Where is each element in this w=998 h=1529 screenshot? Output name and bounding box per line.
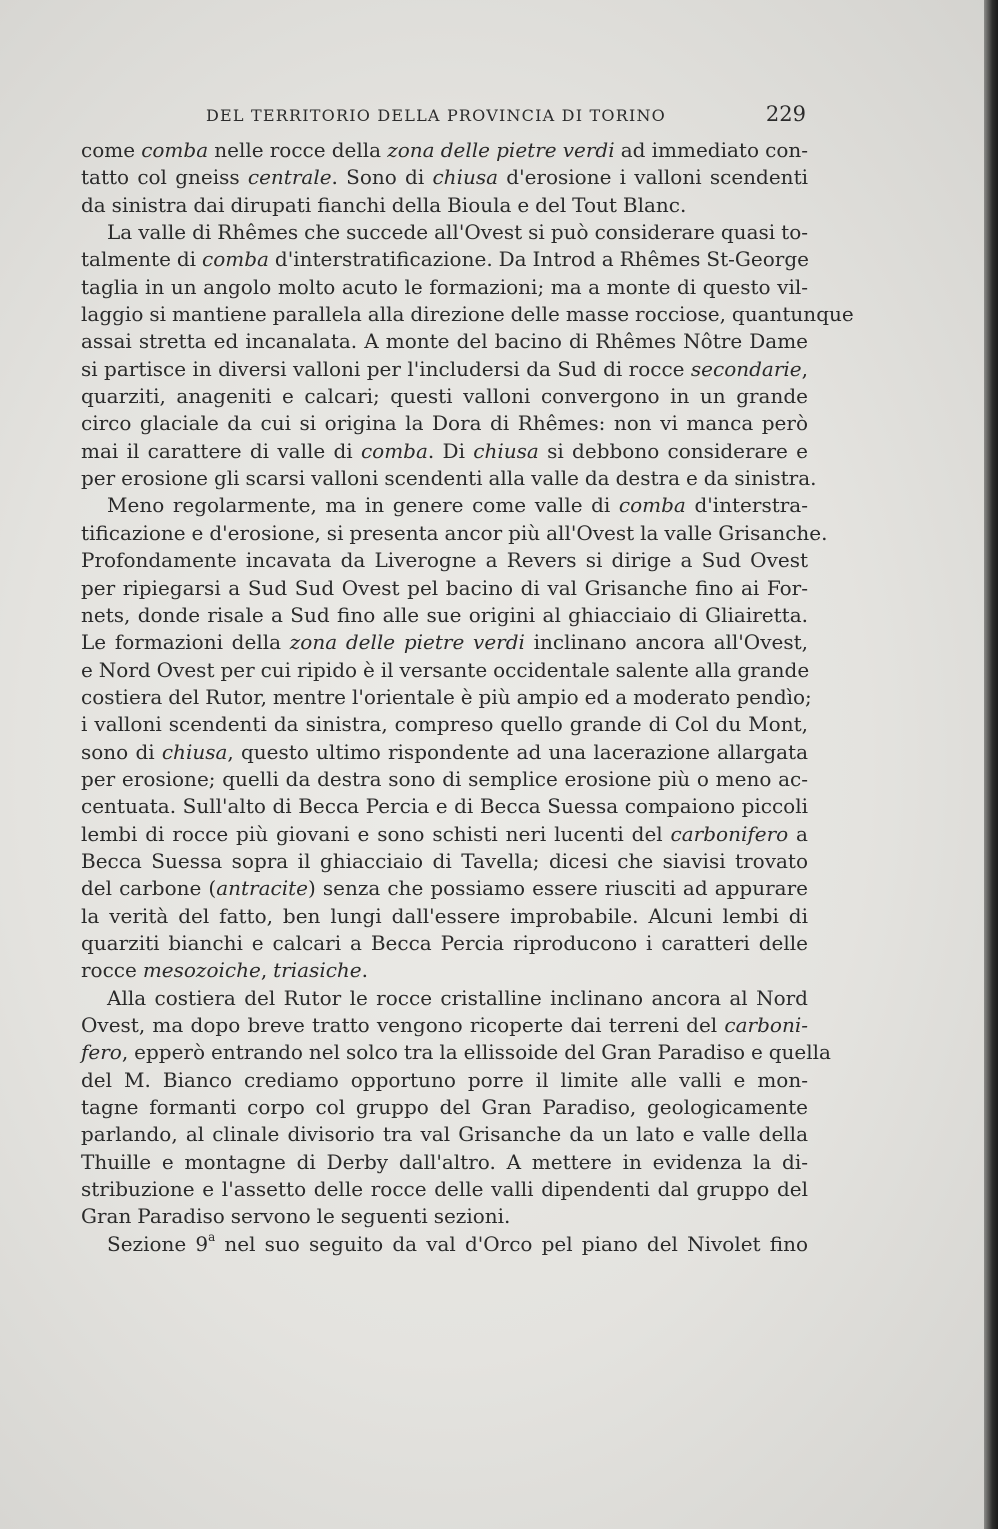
body-text bbox=[81, 137, 854, 1258]
text-line: stribuzione e l'assetto delle rocce delle valli dipendenti dal gruppo del bbox=[81, 1177, 808, 1202]
italic-term: secondarie bbox=[690, 356, 802, 381]
text-line: come comba nelle rocce della zona delle pietre verdi ad immediato con- bbox=[81, 138, 808, 162]
text-line: talmente di comba d'interstratificazione. Da Introd a Rhêmes St-George bbox=[81, 247, 809, 272]
superscript: a bbox=[208, 1230, 216, 1245]
italic-term: centrale bbox=[247, 165, 332, 190]
text-line: la verità del fatto, ben lungi dall'essere improbabile. Alcuni lembi di bbox=[81, 903, 808, 928]
text-line: tificazione e d'erosione, si presenta ancor più all'Ovest la valle Grisanche. bbox=[81, 520, 828, 545]
text-line: Thuille e montagne di Derby dall'altro. A mettere in evidenza la di- bbox=[81, 1149, 808, 1174]
italic-term: triasiche bbox=[273, 958, 362, 983]
text-line: parlando, al clinale divisorio tra val Grisanche da un lato e valle della bbox=[81, 1122, 808, 1147]
italic-term: fero bbox=[81, 1040, 122, 1065]
text-line: tatto col gneiss centrale. Sono di chiusa d'erosione i valloni scendenti bbox=[81, 165, 809, 190]
text-line: centuata. Sull'alto di Becca Percia e di Becca Suessa compaiono piccoli bbox=[81, 794, 808, 819]
running-title: DEL TERRITORIO DELLA PROVINCIA DI TORINO bbox=[206, 106, 666, 125]
text-line: Alla costiera del Rutor le rocce cristalline inclinano ancora al Nord bbox=[107, 985, 808, 1010]
text-line: assai stretta ed incanalata. A monte del bacino di Rhêmes Nôtre Dame bbox=[81, 329, 808, 354]
text-line: da sinistra dai dirupati fianchi della Bioula e del Tout Blanc. bbox=[81, 192, 687, 217]
italic-term: chiusa bbox=[161, 739, 228, 764]
text-line: quarziti, anageniti e calcari; questi valloni convergono in un grande bbox=[81, 384, 808, 409]
text-line: costiera del Rutor, mentre l'orientale è più ampio ed a moderato pendìo; bbox=[81, 684, 812, 709]
italic-term: comba bbox=[360, 438, 428, 463]
italic-term: comba bbox=[202, 247, 269, 272]
text-line: del M. Bianco crediamo opportuno porre il limite alle valli e mon- bbox=[81, 1067, 808, 1092]
italic-term: zona delle pietre verdi bbox=[289, 630, 525, 655]
italic-term: carboni- bbox=[724, 1013, 808, 1037]
text-line: e Nord Ovest per cui ripido è il versante occidentale salente alla grande bbox=[81, 657, 810, 682]
text-line: Profondamente incavata da Liverogne a Revers si dirige a Sud Ovest bbox=[81, 548, 808, 573]
text-line: fero, epperò entrando nel solco tra la ellissoide del Gran Paradiso e quella bbox=[81, 1040, 831, 1065]
text-line: mai il carattere di valle di comba. Di chiusa si debbono considerare e bbox=[81, 438, 808, 463]
text-line: taglia in un angolo molto acuto le formazioni; ma a monte di questo vil- bbox=[81, 274, 808, 299]
italic-term: mesozoiche bbox=[142, 958, 261, 983]
text-line: per erosione; quelli da destra sono di semplice erosione più o meno ac- bbox=[81, 766, 808, 791]
italic-term: zona delle pietre verdi bbox=[387, 138, 615, 162]
text-line: Sezione 9$^a$ nel suo seguito da val d'Orco pel piano del Nivolet fino bbox=[107, 1230, 808, 1256]
text-line: si partisce in diversi valloni per l'includersi da Sud di rocce secondarie, bbox=[81, 356, 808, 381]
text-line: quarziti bianchi e calcari a Becca Percia riproducono i caratteri delle bbox=[81, 930, 808, 955]
text-line: Meno regolarmente, ma in genere come valle di comba d'interstra- bbox=[107, 493, 808, 518]
text-line: lembi di rocce più giovani e sono schisti neri lucenti del carbonifero a bbox=[81, 821, 808, 846]
italic-term: chiusa bbox=[473, 438, 539, 463]
text-line: del carbone (antracite) senza che possiamo essere riusciti ad appurare bbox=[81, 876, 809, 901]
italic-term: chiusa bbox=[432, 165, 499, 190]
page-edge-shadow bbox=[984, 0, 998, 1529]
text-line: La valle di Rhêmes che succede all'Ovest si può considerare quasi to- bbox=[107, 220, 808, 245]
italic-term: comba bbox=[141, 138, 209, 162]
text-line: rocce mesozoiche, triasiche. bbox=[81, 958, 368, 983]
italic-term: comba bbox=[618, 493, 686, 518]
text-line: Le formazioni della zona delle pietre verdi inclinano ancora all'Ovest, bbox=[81, 630, 808, 655]
text-line: laggio si mantiene parallela alla direzione delle masse rocciose, quantunque bbox=[81, 302, 854, 327]
text-line: per ripiegarsi a Sud Sud Ovest pel bacino di val Grisanche fino ai For- bbox=[81, 575, 808, 600]
page-number: 229 bbox=[765, 102, 806, 126]
italic-term: antracite bbox=[216, 876, 308, 901]
text-line: i valloni scendenti da sinistra, compreso quello grande di Col du Mont, bbox=[81, 712, 808, 737]
text-line: circo glaciale da cui si origina la Dora di Rhêmes: non vi manca però bbox=[81, 411, 808, 436]
text-line: tagne formanti corpo col gruppo del Gran Paradiso, geologicamente bbox=[81, 1095, 808, 1120]
text-line: sono di chiusa, questo ultimo rispondente ad una lacerazione allargata bbox=[81, 739, 809, 764]
text-line: Gran Paradiso servono le seguenti sezioni. bbox=[81, 1204, 511, 1229]
text-line: nets, donde risale a Sud fino alle sue origini al ghiacciaio di Gliairetta. bbox=[81, 602, 808, 627]
text-line: Ovest, ma dopo breve tratto vengono ricoperte dai terreni del carboni- bbox=[81, 1013, 808, 1037]
text-line: per erosione gli scarsi valloni scendenti alla valle da destra e da sinistra. bbox=[81, 466, 817, 491]
italic-term: carbonifero bbox=[670, 821, 789, 846]
text-line: Becca Suessa sopra il ghiacciaio di Tavella; dicesi che siavisi trovato bbox=[81, 848, 808, 873]
running-head bbox=[80, 100, 810, 130]
